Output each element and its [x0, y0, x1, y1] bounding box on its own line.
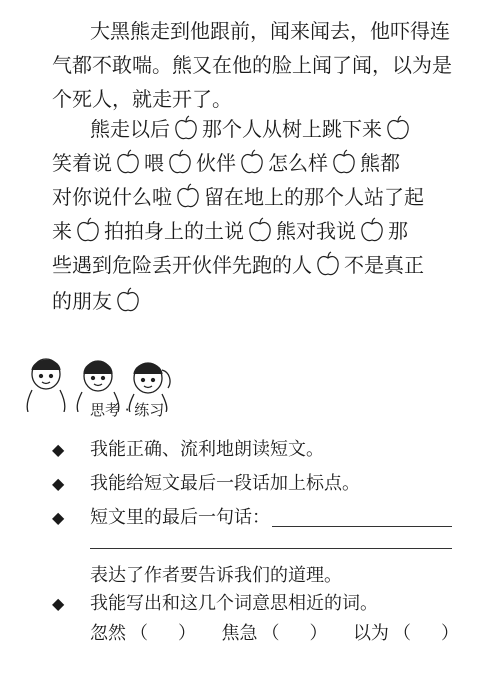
word-list — [90, 620, 459, 648]
apple-icon[interactable] — [386, 115, 410, 141]
word-3: 以为 — [352, 623, 389, 644]
story-text: 熊走以后 — [90, 117, 170, 141]
answer-blank-line-2[interactable] — [90, 548, 452, 549]
story-line-3: 个死人，就走开了。 — [52, 87, 232, 111]
story-text: 笑着说 — [52, 151, 112, 175]
exercise-item-4: 我能写出和这几个词意思相近的词。 — [90, 593, 378, 614]
paren-open: （ — [130, 623, 148, 644]
story-line-2: 气都不敢喘。熊又在他的脸上闻了闻，以为是 — [52, 53, 452, 77]
story-text: 那 — [388, 219, 408, 243]
story-text: 不是真正 — [344, 253, 424, 277]
story-line-7 — [52, 214, 408, 248]
story-text: 拍拍身上的土说 — [104, 219, 244, 243]
story-text: 熊都 — [360, 151, 400, 175]
word-2: 焦急 — [221, 623, 258, 644]
paren-close: ） — [440, 623, 459, 644]
story-text: 的朋友 — [52, 289, 112, 313]
story-text: 伙伴 — [196, 151, 236, 175]
story-line-9 — [52, 284, 144, 318]
apple-icon[interactable] — [174, 115, 198, 141]
story-line-4 — [90, 112, 414, 146]
paren-open: （ — [261, 623, 280, 644]
story-text: 熊对我说 — [276, 219, 356, 243]
paren-close: ） — [309, 623, 328, 644]
apple-icon[interactable] — [116, 287, 140, 313]
bullet-icon: ◆ — [52, 474, 65, 493]
apple-icon[interactable] — [176, 183, 200, 209]
apple-icon[interactable] — [248, 217, 272, 243]
story-text: 留在地上的那个人站了起 — [204, 185, 424, 209]
story-text: 喂 — [144, 151, 164, 175]
story-text: 些遇到危险丢开伙伴先跑的人 — [52, 253, 312, 277]
answer-blank-line-1[interactable] — [272, 526, 452, 527]
exercise-item-3-continued: 表达了作者要告诉我们的道理。 — [90, 565, 342, 586]
bullet-icon: ◆ — [52, 508, 65, 527]
story-text: 对你说什么啦 — [52, 185, 172, 209]
story-text: 怎么样 — [268, 151, 328, 175]
apple-icon[interactable] — [76, 217, 100, 243]
story-text: 来 — [52, 219, 72, 243]
story-text: 那个人从树上跳下来 — [202, 117, 382, 141]
story-line-5 — [52, 146, 400, 180]
paren-close: ） — [178, 623, 196, 644]
exercise-title: 思考 · 练习 — [90, 401, 165, 419]
exercise-item-2: 我能给短文最后一段话加上标点。 — [90, 473, 360, 494]
exercise-item-3: 短文里的最后一句话： — [90, 507, 270, 528]
apple-icon[interactable] — [240, 149, 264, 175]
bullet-icon: ◆ — [52, 440, 65, 459]
apple-icon[interactable] — [316, 251, 340, 277]
story-line-1: 大黑熊走到他跟前，闻来闻去，他吓得连 — [90, 19, 450, 43]
paren-open: （ — [392, 623, 411, 644]
apple-icon[interactable] — [116, 149, 140, 175]
story-line-6 — [52, 180, 424, 214]
apple-icon[interactable] — [168, 149, 192, 175]
story-line-8 — [52, 248, 424, 282]
apple-icon[interactable] — [360, 217, 384, 243]
word-1: 忽然 — [90, 623, 126, 644]
exercise-item-1: 我能正确、流利地朗读短文。 — [90, 439, 324, 460]
bullet-icon: ◆ — [52, 594, 65, 613]
apple-icon[interactable] — [332, 149, 356, 175]
